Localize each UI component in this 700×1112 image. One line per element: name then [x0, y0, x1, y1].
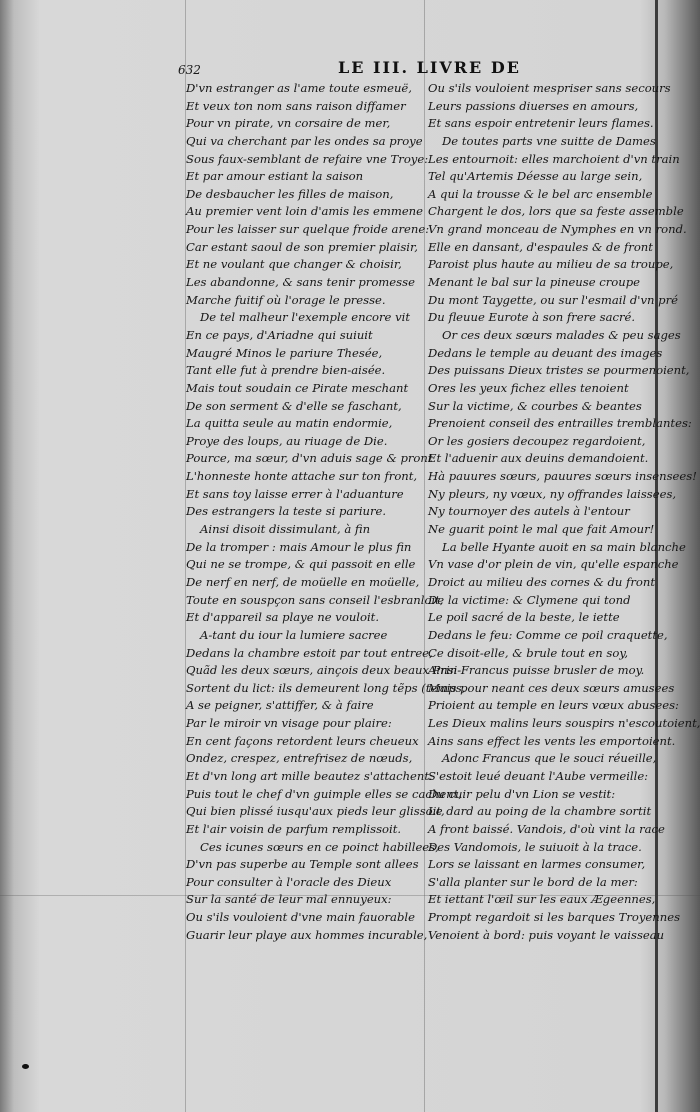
verse-line: Des puissans Dieux tristes se pourmenoient, — [428, 363, 690, 378]
verse-line: Du fleuue Eurote à son frere sacré. — [428, 310, 636, 325]
verse-line: Les entournoit: elles marchoient d'vn train — [428, 151, 680, 166]
verse-line: De nerf en nerf, de moüelle en moüelle, — [186, 574, 420, 589]
verse-line: Or ces deux sœurs malades & peu sages — [442, 327, 681, 342]
verse-line: Pour vn pirate, vn corsaire de mer, — [186, 116, 391, 131]
page-number: 632 — [178, 63, 201, 77]
verse-line: Et par amour estiant la saison — [186, 169, 364, 184]
verse-line: Or les gosiers decoupez regardoient, — [428, 433, 646, 448]
verse-line: Ces icunes sœurs en ce poinct habillees, — [200, 839, 439, 854]
verse-line: Qui bien plissé iusqu'aux pieds leur glissoit, — [186, 804, 445, 819]
verse-line: Par le miroir vn visage pour plaire: — [186, 716, 392, 731]
verse-line: Hà pauures sœurs, pauures sœurs insensees! — [428, 469, 697, 484]
verse-line: Ou s'ils vouloient mespriser sans secours — [428, 81, 671, 95]
verse-line: De tel malheur l'exemple encore vit — [200, 310, 411, 325]
verse-line: S'alla planter sur le bord de la mer: — [428, 874, 638, 889]
verse-line: Et d'vn long art mille beautez s'attachent: — [186, 768, 433, 783]
verse-line: Adonc Francus que le souci réueille, — [442, 751, 657, 766]
verse-line: Toute en souspçon sans conseil l'esbranloit, — [186, 592, 444, 607]
verse-line: Car estant saoul de son premier plaisir, — [186, 239, 418, 254]
verse-line: Droict au milieu des cornes & du front — [428, 574, 655, 589]
verse-line: La quitta seule au matin endormie, — [186, 416, 393, 431]
verse-line: Et veux ton nom sans raison diffamer — [186, 98, 406, 113]
verse-line: Prenoient conseil des entrailles tremblantes: — [428, 416, 692, 431]
verse-line: D'vn estranger as l'ame toute esmeuë, — [186, 81, 412, 95]
verse-line: Et ne voulant que changer & choisir, — [186, 257, 402, 272]
verse-line: Ny pleurs, ny vœux, ny offrandes laissees, — [428, 486, 677, 501]
verse-line: Menant le bal sur la pineuse croupe — [428, 275, 641, 290]
verse-line: Pour les laisser sur quelque froide arene: — [186, 222, 430, 237]
verse-line: Le poil sacré de la beste, le iette — [428, 610, 620, 625]
verse-line: Des estrangers la teste si pariure. — [186, 504, 387, 519]
verse-line: S'estoit leué deuant l'Aube vermeille: — [428, 768, 649, 783]
verse-line: De la tromper : mais Amour le plus fin — [186, 539, 412, 554]
verse-line: Prioient au temple en leurs vœux abusees: — [428, 698, 679, 713]
right-column — [428, 80, 700, 944]
verse-line: De la victime: & Clymene qui tond — [428, 592, 631, 607]
verse-line: L'honneste honte attache sur ton front, — [186, 469, 418, 484]
verse-line: Pource, ma sœur, d'vn aduis sage & pront — [186, 451, 433, 466]
printer-mark — [22, 1064, 29, 1069]
verse-line: De son serment & d'elle se faschant, — [186, 398, 402, 413]
verse-line: Quãd les deux sœurs, ainçois deux beaux Prin- — [186, 663, 462, 678]
verse-line: Proye des loups, au riuage de Die. — [186, 433, 388, 448]
verse-line: De toutes parts vne suitte de Dames — [442, 133, 656, 148]
verse-line: Guarir leur playe aux hommes incurable, — [186, 927, 428, 942]
verse-line: Venoient à bord: puis voyant le vaisseau — [428, 927, 665, 942]
verse-line: Sous faux-semblant de refaire vne Troye: — [186, 151, 429, 166]
verse-line: Dedans le feu: Comme ce poil craquette, — [428, 627, 668, 642]
verse-line: Prompt regardoit si les barques Troyennes — [428, 910, 681, 925]
verse-line: D'vn pas superbe au Temple sont allees — [186, 857, 419, 872]
verse-line: Elle en dansant, d'espaules & de front — [428, 239, 653, 254]
verse-line: Et d'appareil sa playe ne vouloit. — [186, 610, 380, 625]
verse-line: Pour consulter à l'oracle des Dieux — [186, 874, 392, 889]
verse-line: Dedans la chambre estoit par tout entree, — [186, 645, 433, 660]
verse-line: Au premier vent loin d'amis les emmene — [186, 204, 424, 219]
verse-line: Ny tournoyer des autels à l'entour — [428, 504, 630, 519]
verse-line: Ne guarit point le mal que fait Amour! — [428, 522, 655, 537]
verse-line: Ce disoit-elle, & brule tout en soy, — [428, 645, 629, 660]
verse-line: Et sans espoir entretenir leurs flames. — [428, 116, 654, 131]
verse-line: Leurs passions diuerses en amours, — [428, 98, 639, 113]
running-head: LE III. LIVRE DE — [338, 58, 521, 77]
verse-line: Ainsi Francus puisse brusler de moy. — [428, 663, 645, 678]
verse-line: Ains sans effect les vents les emportoient. — [428, 733, 676, 748]
verse-line: De desbaucher les filles de maison, — [186, 186, 394, 201]
verse-line: Le dard au poing de la chambre sortit — [428, 804, 652, 819]
verse-line: Et sans toy laisse errer à l'aduanture — [186, 486, 404, 501]
verse-line: Qui ne se trompe, & qui passoit en elle — [186, 557, 416, 572]
verse-line: En cent façons retordent leurs cheueux — [186, 733, 419, 748]
verse-line: A se peigner, s'attiffer, & à faire — [186, 698, 374, 713]
verse-line: Chargent le dos, lors que sa feste assemble — [428, 204, 684, 219]
verse-line: Puis tout le chef d'vn guimple elles se cachent, — [186, 786, 462, 801]
verse-line: Mais pour neant ces deux sœurs amusees — [428, 680, 675, 695]
verse-line: Ou s'ils vouloient d'vne main fauorable — [186, 910, 415, 925]
verse-line: A front baissé. Vandois, d'où vint la race — [428, 821, 665, 836]
verse-line: Lors se laissant en larmes consumer, — [428, 857, 646, 872]
verse-line: Ainsi disoit dissimulant, à fin — [200, 522, 371, 537]
left-column — [186, 80, 466, 944]
verse-line: Paroist plus haute au milieu de sa troupe, — [428, 257, 674, 272]
verse-line: Sur la santé de leur mal ennuyeux: — [186, 892, 392, 907]
verse-line: En ce pays, d'Ariadne qui suiuit — [186, 327, 373, 342]
verse-line: Et l'aduenir aux deuins demandoient. — [428, 451, 649, 466]
verse-line: Sortent du lict: ils demeurent long tẽps (temps, — [186, 680, 466, 695]
verse-line: Tant elle fut à prendre bien-aisée. — [186, 363, 386, 378]
verse-line: Qui va cherchant par les ondes sa proye — [186, 133, 423, 148]
verse-line: Et l'air voisin de parfum remplissoit. — [186, 821, 402, 836]
verse-line: Tel qu'Artemis Déesse au large sein, — [428, 169, 643, 184]
verse-line: Vn vase d'or plein de vin, qu'elle espanche — [428, 557, 679, 572]
verse-line: Les Dieux malins leurs souspirs n'escoutoient, — [428, 716, 700, 731]
verse-line: Marche fuitif où l'orage le presse. — [186, 292, 386, 307]
verse-line: Et iettant l'œil sur les eaux Ægeennes, — [428, 892, 656, 907]
verse-line: Dedans le temple au deuant des images — [428, 345, 663, 360]
verse-line: Ondez, crespez, entrefrisez de nœuds, — [186, 751, 413, 766]
verse-line: Du cuir pelu d'vn Lion se vestit: — [428, 786, 616, 801]
verse-line: La belle Hyante auoit en sa main blanche — [442, 539, 686, 554]
verse-line: Sur la victime, & courbes & beantes — [428, 398, 642, 413]
verse-line: Maugré Minos le pariure Thesée, — [186, 345, 383, 360]
verse-line: A-tant du iour la lumiere sacree — [200, 627, 388, 642]
verse-line: Des Vandomois, le suiuoit à la trace. — [428, 839, 642, 854]
verse-line: Du mont Taygette, ou sur l'esmail d'vn pré — [428, 292, 678, 307]
verse-line: Vn grand monceau de Nymphes en vn rond. — [428, 222, 687, 237]
verse-line: Ores les yeux fichez elles tenoient — [428, 380, 629, 395]
verse-line: Mais tout soudain ce Pirate meschant — [186, 380, 409, 395]
verse-line: A qui la trousse & le bel arc ensemble — [428, 186, 653, 201]
verse-line: Les abandonne, & sans tenir promesse — [186, 275, 415, 290]
